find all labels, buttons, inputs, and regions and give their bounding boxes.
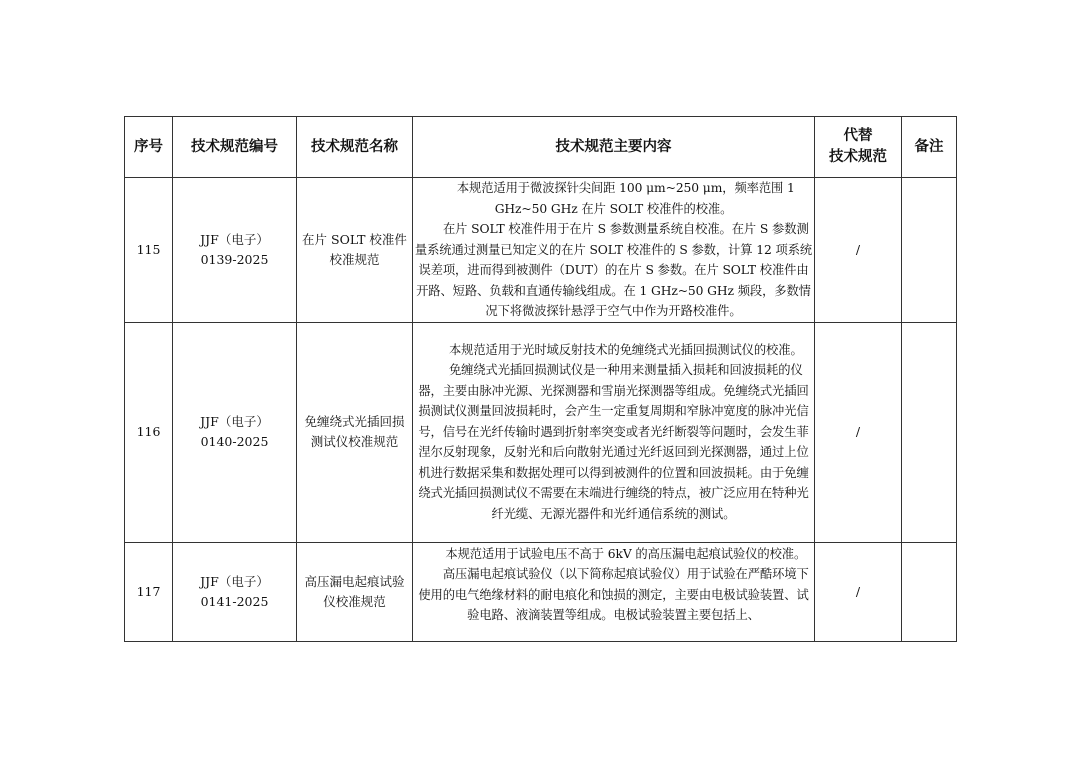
row-code-line1: JJF（电子） bbox=[200, 231, 269, 247]
row-replaces: / bbox=[815, 542, 902, 641]
row-seq: 115 bbox=[125, 178, 173, 323]
header-replaces-line2: 技术规范 bbox=[829, 149, 887, 165]
row-name bbox=[297, 178, 413, 323]
header-replaces bbox=[815, 117, 902, 178]
row-replaces: / bbox=[815, 322, 902, 542]
content-paragraph: 在片 SOLT 校准件用于在片 S 参数测量系统自校准。在片 S 参数测量系统通过测量已知定义的在片 SOLT 校准件的 S 参数，计算 12 项系统误差项，进而得到被测件（DUT）的在片 S 参数。在片 SOLT 校准件由开路、短路、负载和直通传输线组成。在 1 GHz~50 GHz 频段，多数情况下将微波探针悬浮于空气中作为开路校准件。 bbox=[414, 222, 813, 318]
row-seq: 116 bbox=[125, 322, 173, 542]
content-paragraph: 本规范适用于微波探针尖间距 100 μm~250 μm，频率范围 1 GHz~50 GHz 在片 SOLT 校准件的校准。 bbox=[456, 181, 795, 216]
header-remark: 备注 bbox=[902, 117, 957, 178]
row-code-line1: JJF（电子） bbox=[200, 573, 269, 589]
header-content: 技术规范主要内容 bbox=[413, 117, 815, 178]
row-code-line2: 0140-2025 bbox=[200, 434, 269, 449]
table-row bbox=[125, 322, 957, 542]
row-name-line1: 在片 SOLT 校准件 bbox=[302, 231, 407, 247]
row-code-line1: JJF（电子） bbox=[200, 414, 269, 429]
header-code: 技术规范编号 bbox=[173, 117, 297, 178]
row-content bbox=[413, 178, 815, 323]
row-seq: 117 bbox=[125, 542, 173, 641]
table-row bbox=[125, 178, 957, 323]
row-code-line2: 0139-2025 bbox=[200, 251, 269, 267]
row-code-line2: 0141-2025 bbox=[200, 593, 269, 609]
spec-table bbox=[124, 116, 957, 642]
content-paragraph: 本规范适用于光时域反射技术的免缠绕式光插回损测试仪的校准。 bbox=[448, 342, 803, 357]
header-row bbox=[125, 117, 957, 178]
row-content-clip bbox=[413, 544, 814, 640]
row-replaces: / bbox=[815, 178, 902, 323]
row-name-line1: 高压漏电起痕试验 bbox=[304, 573, 405, 589]
row-name-line2: 测试仪校准规范 bbox=[310, 434, 399, 449]
row-name-line2: 仪校准规范 bbox=[323, 593, 386, 609]
row-content bbox=[413, 322, 815, 542]
row-name-line1: 免缠绕式光插回损 bbox=[304, 414, 405, 429]
row-code bbox=[173, 178, 297, 323]
row-remark bbox=[902, 322, 957, 542]
row-code bbox=[173, 542, 297, 641]
row-name bbox=[297, 542, 413, 641]
row-remark bbox=[902, 178, 957, 323]
row-content bbox=[413, 542, 815, 641]
content-paragraph: 高压漏电起痕试验仪（以下简称起痕试验仪）用于试验在严酷环境下使用的电气绝缘材料的耐电痕化和蚀损的测定，主要由电极试验装置、试验电路、液滴装置等组成。电极试验装置主要包括上、 bbox=[418, 567, 809, 622]
row-code bbox=[173, 322, 297, 542]
row-remark bbox=[902, 542, 957, 641]
header-seq: 序号 bbox=[125, 117, 173, 178]
header-name: 技术规范名称 bbox=[297, 117, 413, 178]
content-paragraph: 免缠绕式光插回损测试仪是一种用来测量插入损耗和回波损耗的仪器，主要由脉冲光源、光探测器和雪崩光探测器等组成。免缠绕式光插回损测试仪测量回波损耗时，会产生一定重复周期和窄脉冲宽度的脉冲光信号，信号在光纤传输时遇到折射率突变或者光纤断裂等问题时，会发生菲涅尔反射现象，反射光和后向散射光通过光纤返回到光探测器，通过上位机进行数据采集和数据处理可以得到被测件的位置和回波损耗。由于免缠绕式光插回损测试仪不需要在末端进行缠绕的特点，被广泛应用在特种光纤光缆、无源光器件和光纤通信系统的测试。 bbox=[418, 363, 809, 521]
row-name-line2: 校准规范 bbox=[329, 251, 380, 267]
row-name bbox=[297, 322, 413, 542]
content-paragraph: 本规范适用于试验电压不高于 6kV 的高压漏电起痕试验仪的校准。 bbox=[445, 546, 807, 561]
header-replaces-line1: 代替 bbox=[843, 128, 873, 144]
table-row bbox=[125, 542, 957, 641]
